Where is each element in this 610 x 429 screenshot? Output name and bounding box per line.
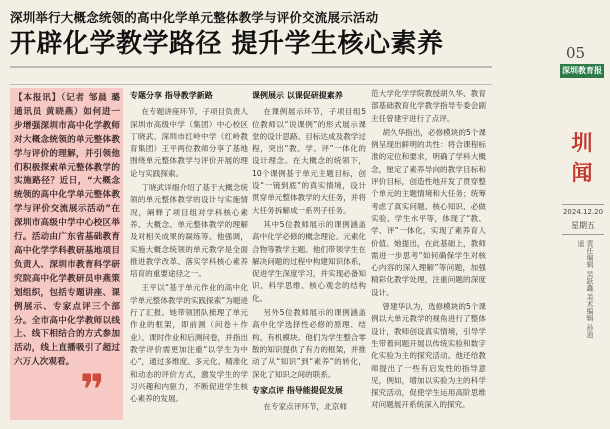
paragraph: 胡久华指出，必修模块的5个课例呈现出鲜明的共性：将合课程标准的定位和要求，明确了学科大概念，厘定了素养导向的教学目标和评价目标，创造性地开发了贯穿整个单元的主题情境和大任务；统筹考虑了真实问题、核心知识、必做实验、学生水平等，体现了“教、学、评”一体化，实现了素养育人价值。她提出，在此基础上，教师需进一步思考“如何确保学生对核心内容的深入理解”等问题，加强精彩化教学处理，注重问题的深度设计。 [371,127,486,297]
column-3 [371,88,486,422]
paragraph: 王平以“基于单元作业的高中化学单元整体教学的实践探索”为题进行了汇报。她带领团队梳理了单元作业的框架，即前测（问卷＋作业）、课时作业和后测问卷，并指出教学评价需更加注重“以学生为中心”，通过多维度、多元化、精准化和动态的评价方式，激发学生的学习兴趣和内驱力，不断促进学生核心素养的发展。 [130,283,248,404]
paper-logo: 深圳教育报 [560,64,604,78]
paragraph: 范大学化学学院教授胡久华、教育部基础教育化学教学指导专委会副主任曾建宇进行了点评。 [371,89,486,123]
paragraph: 另外5位教师展示的课例涵盖高中化学选择性必修的原理、结构、有机模块。他们为学生整合零散的知识提供了有力的框架，并推动了从“知识”到“素养”的转化，深化了知识之间的联系。 [252,308,366,379]
sidebar-divider [562,204,604,205]
paragraph: 丁晓武详细介绍了基于大概念统领的单元整体教学的设计与实施情况，阐释了项目组对学科核心素养、大概念、单元整体教学的理解及对相关成果的凝练等。他强调，实施大概念统领的单元教学是全面推进教学改革、落实学科核心素养培育的重要途径之一。 [130,183,248,279]
subhead-2: 课例展示 以课促研提素养 [252,91,343,100]
paragraph: 在课例展示环节，子项目组5位教师以“说课例”的形式展示课堂的设计思路、目标达成及教学过程，突出“教、学、评”一体化的设计理念。在大概念的统领下，10个课例基于单元主题目标，创设“一镜到底”的真实情境，设计贯穿单元整体教学的大任务，并将大任务拆解成一系列子任务。 [252,107,366,215]
article-headline: 开辟化学教学路径 提升学生核心素养 [10,29,444,59]
section-title: 圳闻 [571,130,593,185]
column-1 [130,88,248,422]
issue-date: 2024.12.20 [562,208,604,216]
subhead-3: 专家点评 指导能提促发展 [252,385,343,395]
article-lead: 【本报讯】（记者 邹晨 璐 通讯员 黄晓燕）如何进一步增强深圳市高中化学教师对大概念统领的单元整体教学与评价的理解，并引领他们积极探索单元整体教学的实施路径？近日，“大概念统领的高中化学单元整体教学与评价交流展示活动”在深圳市高级中学中心校区举行。活动由广东省基础教育高中化学学科教研基地项目负责人、深圳市教育科学研究院高中化学教研员申燕策划组织，包括专题讲座、课例展示、专家点评三个部分。全市高中化学教师以线上、线下相结合的方式参加活动，线上直播吸引了超过六万人次观看。 [14,93,120,368]
editor-credits: 责任编辑 吴跃鑫 美术编辑 孙逍遥 [577,240,594,338]
sidebar-divider [562,234,604,235]
paragraph: 在专题讲座环节，子项目负责人深圳市高级中学（集团）中心校区丁晓武、深圳市红岭中学（红岭教育集团）王平两位教师分享了基地围绕单元整体教学与评价开展的理论与实践探索。 [130,107,248,178]
page-number: 05 [566,44,586,62]
issue-weekday: 星期五 [571,221,595,230]
subhead-1: 专题分享 指导教学新路 [130,91,213,100]
column-2 [252,88,366,422]
paragraph: 其中5位教师展示的课例涵盖高中化学必修的概念理论、元素化合物等教学主题。他们带领学生在解决问题的过程中构建知识体系，促进学生深度学习，并实现必备知识、科学思维、核心观念的结构化。 [252,219,366,303]
quote-mark-icon: ❞ [80,365,105,414]
article-kicker: 深圳举行大概念统领的高中化学单元整体教学与评价交流展示活动 [10,10,379,25]
paragraph: 在专家点评环节，北京师 [263,402,347,412]
headline-rule [10,66,492,68]
paragraph: 曾建华认为，选修模块的5个课例以大单元教学的视角进行了整体设计，教师创设真实情境，引导学生带着问题开展以传统实验和数字化实验为主的探究活动。他还给教师提出了一些有启发性的指导意见，例如，增加以实验为主的科学探究活动，促使学生运用高阶思维对问题展开系统深入的探究。 [371,302,486,410]
body-rule [10,84,492,85]
